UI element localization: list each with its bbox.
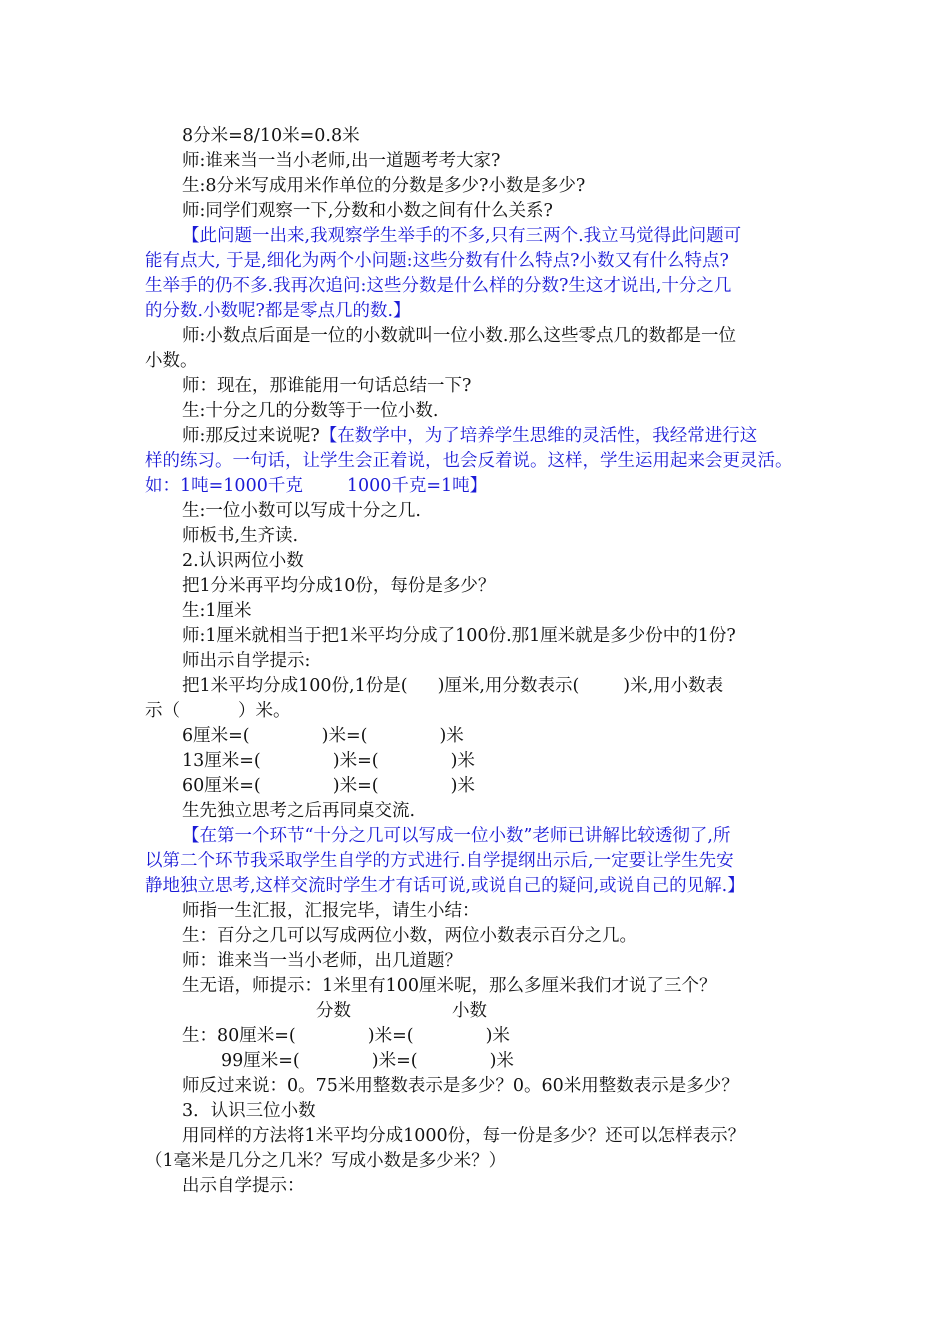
text-line: 8分米=8/10米=0.8米: [182, 126, 360, 146]
text-line: 生:1厘米: [182, 601, 252, 621]
exercise-text: )米: [485, 1026, 510, 1046]
text-line: 师:1厘米就相当于把1米平均分成了100份.那1厘米就是多少份中的1份?: [182, 626, 736, 646]
annotation-line: 生举手的仍不多.我再次追问:这些分数是什么样的分数?生这才说出,十分之几: [145, 276, 732, 296]
exercise-text: 13厘米=(: [182, 751, 261, 771]
text-line: 小数。: [145, 351, 198, 371]
exercise-line: [145, 699, 291, 724]
exercise-line: [182, 774, 475, 799]
text-line: 师:同学们观察一下,分数和小数之间有什么关系?: [182, 201, 553, 221]
exercise-text: 生：80厘米=(: [182, 1026, 296, 1046]
section-heading: 2.认识两位小数: [182, 551, 304, 571]
exercise-text: )米=(: [371, 1051, 418, 1071]
annotation-line: 【在第一个环节“十分之几可以写成一位小数”老师已讲解比较透彻了,所: [182, 826, 731, 846]
annotation-text: 如：1吨=1000千克: [145, 476, 303, 496]
text-line: [182, 424, 757, 449]
text-line: 把1分米再平均分成10份，每份是多少？: [182, 576, 496, 596]
text-line: 生:十分之几的分数等于一位小数.: [182, 401, 439, 421]
text-line: 师板书,生齐读.: [182, 526, 299, 546]
section-heading: 3．认识三位小数: [182, 1101, 316, 1121]
text-line: 师:小数点后面是一位的小数就叫一位小数.那么这些零点几的数都是一位: [182, 326, 736, 346]
text-line: 生无语，师提示：1米里有100厘米呢，那么多厘米我们才说了三个？: [182, 976, 717, 996]
column-header-fraction: 分数: [316, 1001, 351, 1021]
text-line: 生:一位小数可以写成十分之几.: [182, 501, 421, 521]
dialogue-text: 师:那反过来说呢?: [182, 426, 320, 446]
column-header-decimal: 小数: [452, 1001, 487, 1021]
exercise-text: ）米。: [238, 701, 291, 721]
exercise-text: 6厘米=(: [182, 726, 250, 746]
annotation-line: 【此问题一出来,我观察学生举手的不多,只有三两个.我立马觉得此问题可: [182, 226, 742, 246]
annotation-line: 以第二个环节我采取学生自学的方式进行.自学提纲出示后,一定要让学生先安: [145, 851, 734, 871]
text-line: 生先独立思考之后再同桌交流.: [182, 801, 416, 821]
exercise-text: 示（: [145, 701, 180, 721]
text-line: 生:8分米写成用米作单位的分数是多少?小数是多少?: [182, 176, 586, 196]
exercise-line: [182, 1024, 510, 1049]
annotation-line: 静地独立思考,这样交流时学生才有话可说,或说自己的疑问,或说自己的见解.】: [145, 876, 745, 896]
annotation-line: [145, 474, 487, 499]
annotation-line: 样的练习。一句话，让学生会正着说，也会反着说。这样，学生运用起来会更灵活。: [145, 451, 793, 471]
exercise-text: )米=(: [332, 776, 379, 796]
exercise-text: )米: [450, 751, 475, 771]
annotation-line: 能有点大, 于是,细化为两个小问题:这些分数有什么特点?小数又有什么特点?: [145, 251, 729, 271]
exercise-text: 60厘米=(: [182, 776, 261, 796]
text-line: 生：百分之几可以写成两位小数，两位小数表示百分之几。: [182, 926, 637, 946]
text-line: 师：现在，那谁能用一句话总结一下?: [182, 376, 472, 396]
text-line: 师反过来说：0。75米用整数表示是多少？0。60米用整数表示是多少？: [182, 1076, 739, 1096]
exercise-line: [182, 749, 475, 774]
exercise-text: )米: [489, 1051, 514, 1071]
exercise-line: [182, 674, 723, 699]
exercise-text: )米=(: [367, 1026, 414, 1046]
exercise-text: 99厘米=(: [221, 1051, 300, 1071]
exercise-line: [221, 1049, 514, 1074]
annotation-text: 【在数学中，为了培养学生思维的灵活性，我经常进行这: [319, 426, 758, 446]
exercise-text: )米: [450, 776, 475, 796]
text-line: 师指一生汇报，汇报完毕，请生小结：: [182, 901, 480, 921]
text-line: （1毫米是几分之几米？写成小数是多少米？）: [145, 1151, 507, 1171]
annotation-line: 的分数.小数呢?都是零点几的数.】: [145, 301, 411, 321]
exercise-text: 把1米平均分成100份,1份是(: [182, 676, 408, 696]
exercise-text: )米=(: [321, 726, 368, 746]
exercise-text: )米,用小数表: [623, 676, 724, 696]
text-line: 出示自学提示：: [182, 1176, 305, 1196]
annotation-text: 1000千克=1吨】: [346, 476, 488, 496]
exercise-line: [182, 724, 464, 749]
text-line: 师:谁来当一当小老师,出一道题考考大家?: [182, 151, 501, 171]
text-line: 师：谁来当一当小老师，出几道题？: [182, 951, 462, 971]
exercise-text: )厘米,用分数表示(: [437, 676, 580, 696]
exercise-text: )米: [439, 726, 464, 746]
text-line: 师出示自学提示:: [182, 651, 311, 671]
exercise-text: )米=(: [332, 751, 379, 771]
text-line: 用同样的方法将1米平均分成1000份，每一份是多少？还可以怎样表示？: [182, 1126, 746, 1146]
